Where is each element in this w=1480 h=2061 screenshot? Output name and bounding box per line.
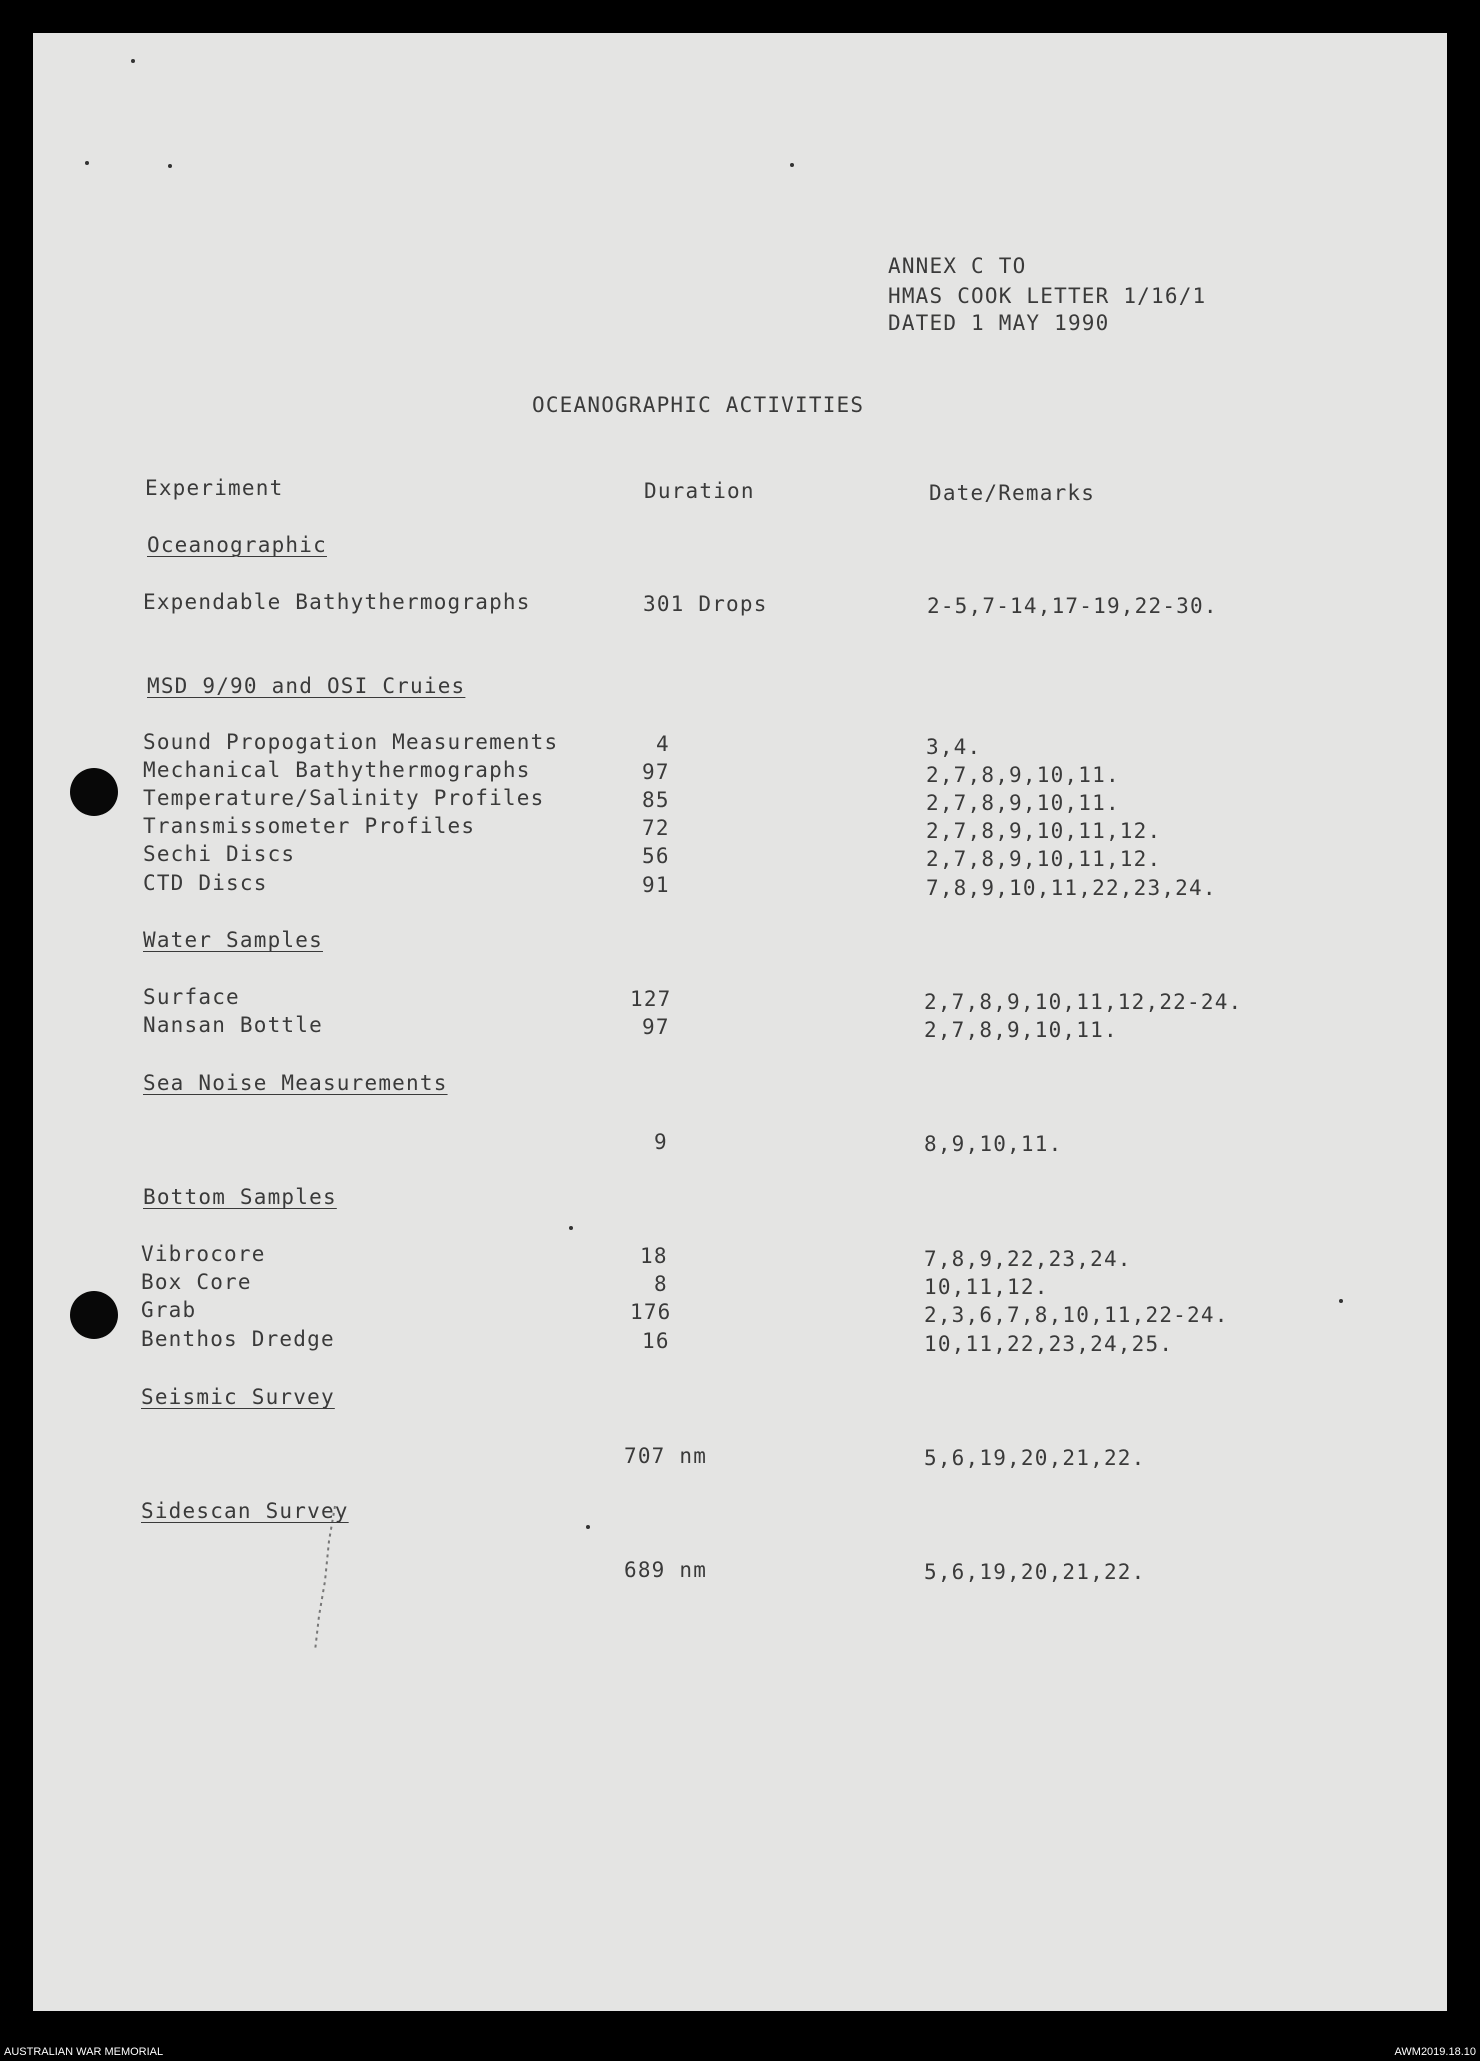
section-heading-sea-noise: Sea Noise Measurements — [143, 1071, 448, 1095]
footer-accession-number: AWM2019.18.10 — [1394, 2046, 1476, 2058]
row-name: Transmissometer Profiles — [143, 814, 476, 838]
section-heading-sidescan-survey: Sidescan Survey — [141, 1499, 349, 1523]
row-remarks: 10,11,12. — [924, 1275, 1049, 1299]
row-remarks: 8,9,10,11. — [924, 1132, 1063, 1156]
row-remarks: 2,7,8,9,10,11,12,22-24. — [924, 990, 1243, 1014]
row-name: Temperature/Salinity Profiles — [143, 786, 545, 810]
row-duration: 97 — [642, 760, 670, 784]
row-duration: 301 Drops — [643, 592, 768, 616]
annex-line-2: HMAS COOK LETTER 1/16/1 — [888, 284, 1207, 308]
speck — [168, 164, 172, 168]
annex-line-1: ANNEX C TO — [888, 254, 1027, 278]
row-remarks: 7,8,9,10,11,22,23,24. — [926, 876, 1217, 900]
column-header-remarks: Date/Remarks — [929, 481, 1096, 505]
annex-line-3: DATED 1 MAY 1990 — [888, 311, 1110, 335]
speck — [85, 161, 89, 165]
row-remarks: 2-5,7-14,17-19,22-30. — [927, 594, 1218, 618]
row-name: Benthos Dredge — [141, 1327, 335, 1351]
row-duration: 689 nm — [624, 1558, 708, 1582]
row-remarks: 3,4. — [926, 735, 982, 759]
row-remarks: 2,7,8,9,10,11,12. — [926, 847, 1162, 871]
row-duration: 91 — [642, 873, 670, 897]
row-remarks: 2,7,8,9,10,11. — [926, 791, 1120, 815]
row-remarks: 2,3,6,7,8,10,11,22-24. — [924, 1303, 1229, 1327]
row-duration: 18 — [640, 1244, 668, 1268]
row-remarks: 7,8,9,22,23,24. — [924, 1247, 1132, 1271]
row-duration: 8 — [654, 1272, 668, 1296]
row-name: Sechi Discs — [143, 842, 296, 866]
row-name: Grab — [141, 1298, 197, 1322]
row-remarks: 5,6,19,20,21,22. — [924, 1446, 1146, 1470]
punch-hole-bottom — [70, 1291, 118, 1339]
punch-hole-top — [70, 768, 118, 816]
row-name: Expendable Bathythermographs — [143, 590, 531, 614]
page-title: OCEANOGRAPHIC ACTIVITIES — [532, 393, 865, 417]
row-name: Box Core — [141, 1270, 252, 1294]
row-duration: 176 — [630, 1300, 672, 1324]
row-remarks: 5,6,19,20,21,22. — [924, 1560, 1146, 1584]
row-duration: 4 — [656, 732, 670, 756]
row-remarks: 2,7,8,9,10,11. — [926, 763, 1120, 787]
row-remarks: 10,11,22,23,24,25. — [924, 1332, 1174, 1356]
column-header-duration: Duration — [644, 479, 755, 503]
row-duration: 127 — [630, 987, 672, 1011]
section-heading-oceanographic: Oceanographic — [147, 533, 327, 557]
speck — [790, 163, 794, 167]
speck — [1339, 1299, 1343, 1303]
speck — [586, 1525, 590, 1529]
row-name: Surface — [143, 985, 240, 1009]
row-name: CTD Discs — [143, 871, 268, 895]
row-duration: 72 — [642, 816, 670, 840]
row-remarks: 2,7,8,9,10,11,12. — [926, 819, 1162, 843]
section-heading-bottom-samples: Bottom Samples — [143, 1185, 337, 1209]
row-duration: 707 nm — [624, 1444, 708, 1468]
row-duration: 9 — [654, 1130, 668, 1154]
speck — [131, 59, 135, 63]
row-duration: 97 — [642, 1015, 670, 1039]
section-heading-seismic-survey: Seismic Survey — [141, 1385, 335, 1409]
row-name: Sound Propogation Measurements — [143, 730, 559, 754]
row-name: Vibrocore — [141, 1242, 266, 1266]
speck — [569, 1226, 573, 1230]
row-name: Mechanical Bathythermographs — [143, 758, 531, 782]
pencil-mark — [295, 1501, 345, 1661]
row-name: Nansan Bottle — [143, 1013, 323, 1037]
footer-institution: AUSTRALIAN WAR MEMORIAL — [4, 2046, 164, 2058]
row-duration: 85 — [642, 788, 670, 812]
section-heading-msd-osi-cruise: MSD 9/90 and OSI Cruies — [147, 674, 466, 698]
row-remarks: 2,7,8,9,10,11. — [924, 1018, 1118, 1042]
section-heading-water-samples: Water Samples — [143, 928, 323, 952]
row-duration: 56 — [642, 844, 670, 868]
row-duration: 16 — [642, 1329, 670, 1353]
column-header-experiment: Experiment — [145, 476, 284, 500]
